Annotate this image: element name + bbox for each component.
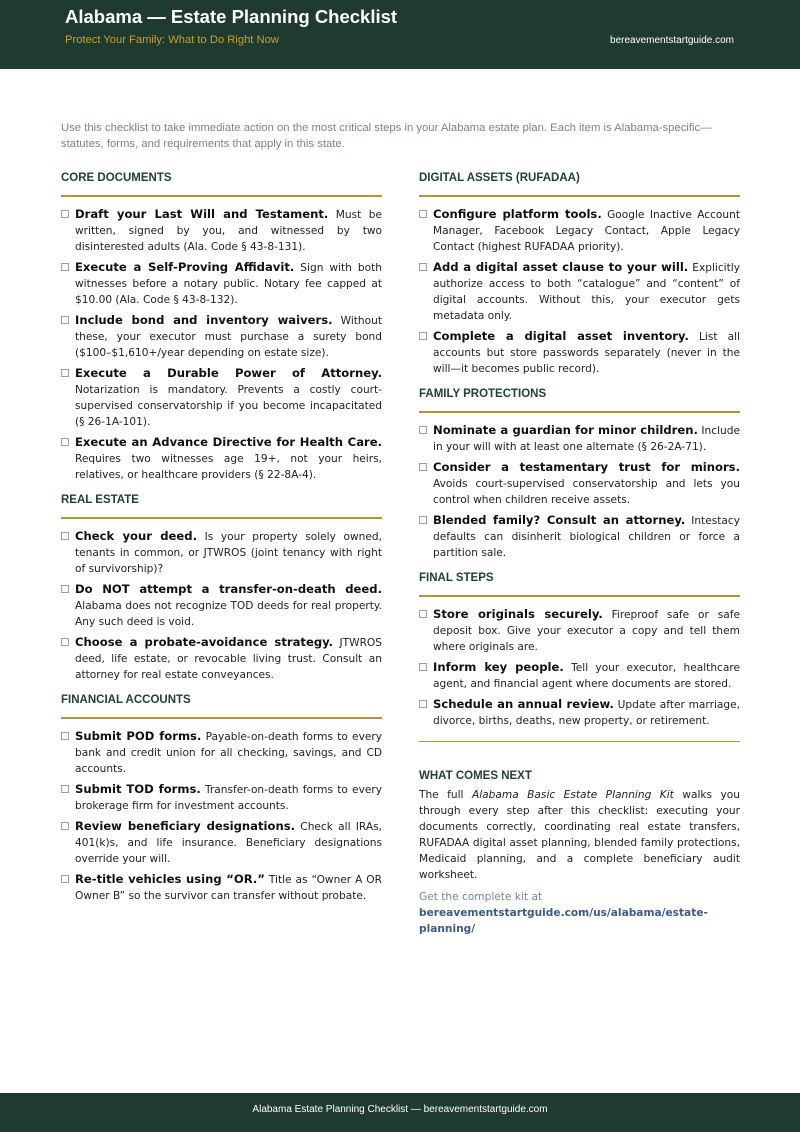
- checklist-item: [61, 634, 382, 683]
- section-divider: [419, 741, 740, 742]
- checkbox[interactable]: [61, 785, 69, 793]
- checkbox[interactable]: [419, 700, 427, 708]
- section-title-financial-accounts: FINANCIAL ACCOUNTS: [61, 692, 382, 719]
- section-title-core-documents: CORE DOCUMENTS: [61, 170, 382, 197]
- checklist-item: [419, 259, 740, 324]
- item-lead: Choose a probate-avoidance strategy.: [75, 635, 334, 649]
- checkbox[interactable]: [419, 463, 427, 471]
- checklist-item: [61, 434, 382, 483]
- item-lead: Inform key people.: [433, 660, 564, 674]
- checkbox[interactable]: [419, 263, 427, 271]
- checklist-real-estate: [61, 528, 382, 683]
- checklist-item: [61, 581, 382, 630]
- checkbox[interactable]: [61, 210, 69, 218]
- section-title-real-estate: REAL ESTATE: [61, 492, 382, 519]
- item-lead: Nominate a guardian for minor children.: [433, 423, 698, 437]
- item-lead: Execute an Advance Directive for Health Care.: [75, 435, 382, 449]
- item-lead: Submit TOD forms.: [75, 782, 201, 796]
- checklist-core-documents: [61, 206, 382, 483]
- item-desc: Alabama does not recognize TOD deeds for real property. Any such deed is void.: [75, 600, 382, 628]
- item-desc: Without these, your executor must purchase a surety bond ($100–$1,610+/year depending on estate size).: [75, 315, 382, 359]
- checklist-item: [419, 606, 740, 655]
- page-subtitle: Protect Your Family: What to Do Right Now: [65, 34, 279, 46]
- checkbox[interactable]: [61, 316, 69, 324]
- checklist-item: [419, 328, 740, 377]
- section-title-final-steps: FINAL STEPS: [419, 570, 740, 597]
- item-lead: Include bond and inventory waivers.: [75, 313, 333, 327]
- item-desc: JTWROS deed, life estate, or revocable living trust. Consult an attorney for real estate conveyances.: [75, 637, 382, 681]
- item-desc: Title as “Owner A OR Owner B” so the survivor can transfer without probate.: [75, 874, 382, 902]
- item-desc: Intestacy defaults can disinherit biological children or force a partition sale.: [433, 515, 740, 559]
- left-column: [61, 170, 382, 913]
- checklist-family-protections: [419, 422, 740, 561]
- item-lead: Consider a testamentary trust for minors.: [433, 460, 740, 474]
- what-comes-next-body: [419, 787, 740, 883]
- item-lead: Add a digital asset clause to your will.: [433, 260, 689, 274]
- checkbox[interactable]: [61, 732, 69, 740]
- checklist-item: [61, 528, 382, 577]
- checkbox[interactable]: [61, 369, 69, 377]
- item-desc: Update after marriage, divorce, births, deaths, new property, or retirement.: [433, 699, 740, 727]
- item-lead: Execute a Self-Proving Affidavit.: [75, 260, 295, 274]
- kit-intro: Get the complete kit at: [419, 891, 543, 903]
- kit-link[interactable]: bereavementstartguide.com/us/alabama/estate-planning/: [419, 907, 708, 935]
- item-desc: List all accounts but store passwords separately (never in the will—it becomes public record).: [433, 331, 740, 375]
- checklist-item: [419, 459, 740, 508]
- item-desc: Check all IRAs, 401(k)s, and life insurance. Beneficiary designations override your will.: [75, 821, 382, 865]
- checkbox[interactable]: [419, 332, 427, 340]
- section-title-family-protections: FAMILY PROTECTIONS: [419, 386, 740, 413]
- checkbox[interactable]: [61, 438, 69, 446]
- item-desc: Payable-on-death forms to every bank and credit union for all checking, savings, and CD accounts.: [75, 731, 382, 775]
- item-lead: Complete a digital asset inventory.: [433, 329, 689, 343]
- checklist-item: [61, 312, 382, 361]
- item-desc: Google Inactive Account Manager, Facebook Legacy Contact, Apple Legacy Contact (highest RUFADAA priority).: [433, 209, 740, 253]
- checklist-item: [61, 365, 382, 430]
- item-lead: Check your deed.: [75, 529, 197, 543]
- checklist-financial-accounts: [61, 728, 382, 904]
- checklist-item: [419, 206, 740, 255]
- page-header: [0, 0, 800, 69]
- item-desc: Fireproof safe or safe deposit box. Give your executor a copy and tell them where originals are.: [433, 609, 741, 653]
- item-lead: Execute a Durable Power of Attorney.: [75, 366, 382, 380]
- section-title-digital-assets: DIGITAL ASSETS (RUFADAA): [419, 170, 740, 197]
- next-body-text: walks you through every step after this checklist: executing your documents correctly, coordinating real estate transfers, RUFADAA digital asset planning, blended family protections, Medicaid planning, and a complete beneficiary audit worksheet.: [419, 789, 740, 881]
- item-desc: Must be written, signed by you, and witnessed by two disinterested adults (Ala. Code § 43-8-131).: [75, 209, 382, 253]
- item-desc: Transfer-on-death forms to every brokerage firm for investment accounts.: [75, 784, 382, 812]
- page-footer: [0, 1093, 800, 1132]
- item-desc: Is your property solely owned, tenants in common, or JTWROS (joint tenancy with right of survivorship)?: [75, 531, 382, 575]
- item-desc: Notarization is mandatory. Prevents a costly court-supervised conservatorship if you become incapacitated (§ 26-1A-101).: [75, 384, 382, 428]
- checklist-item: [419, 422, 740, 455]
- what-comes-next-title: WHAT COMES NEXT: [419, 770, 532, 782]
- checkbox[interactable]: [419, 516, 427, 524]
- checklist-item: [61, 259, 382, 308]
- page-title: Alabama — Estate Planning Checklist: [65, 6, 398, 27]
- checkbox[interactable]: [61, 532, 69, 540]
- item-desc: Explicitly authorize access to both “catalogue” and “content” of digital accounts. Without this, your executor gets metadata only.: [433, 262, 740, 322]
- item-lead: Submit POD forms.: [75, 729, 202, 743]
- item-lead: Store originals securely.: [433, 607, 603, 621]
- checkbox[interactable]: [419, 663, 427, 671]
- item-lead: Do NOT attempt a transfer-on-death deed.: [75, 582, 382, 596]
- item-desc: Tell your executor, healthcare agent, and financial agent where documents are stored.: [433, 662, 741, 690]
- checklist-item: [61, 871, 382, 904]
- item-desc: Avoids court-supervised conservatorship and lets you control when children receive assets.: [433, 478, 740, 506]
- checklist-item: [61, 781, 382, 814]
- right-column: [419, 170, 740, 937]
- item-lead: Re-title vehicles using “OR.”: [75, 872, 265, 886]
- header-site-link[interactable]: bereavementstartguide.com: [610, 35, 734, 46]
- checkbox[interactable]: [61, 585, 69, 593]
- next-body-text: The full: [419, 789, 472, 801]
- checklist-item: [419, 696, 740, 729]
- item-lead: Review beneficiary designations.: [75, 819, 296, 833]
- item-lead: Blended family? Consult an attorney.: [433, 513, 686, 527]
- checklist-item: [419, 512, 740, 561]
- item-desc: Include in your will with at least one alternate (§ 26-2A-71).: [433, 425, 740, 453]
- kit-name: Alabama Basic Estate Planning Kit: [471, 789, 674, 801]
- checkbox[interactable]: [61, 638, 69, 646]
- checkbox[interactable]: [419, 210, 427, 218]
- checkbox[interactable]: [419, 610, 427, 618]
- item-desc: Requires two witnesses age 19+, not your heirs, relatives, or healthcare providers (§ 22-8A-4).: [75, 453, 382, 481]
- checklist-digital-assets: [419, 206, 740, 377]
- checklist-final-steps: [419, 606, 740, 729]
- checkbox[interactable]: [61, 822, 69, 830]
- checklist-item: [61, 818, 382, 867]
- checkbox[interactable]: [61, 263, 69, 271]
- checkbox[interactable]: [419, 426, 427, 434]
- item-desc: Sign with both witnesses before a notary public. Notary fee capped at $10.00 (Ala. Code § 43-8-132).: [75, 262, 382, 306]
- checklist-item: [419, 659, 740, 692]
- checkbox[interactable]: [61, 875, 69, 883]
- checklist-item: [61, 728, 382, 777]
- item-lead: Draft your Last Will and Testament.: [75, 207, 329, 221]
- footer-text: Alabama Estate Planning Checklist — bereavementstartguide.com: [252, 1104, 548, 1115]
- item-lead: Configure platform tools.: [433, 207, 602, 221]
- intro-text: Use this checklist to take immediate action on the most critical steps in your Alabama estate plan. Each item is Alabama-specific—statutes, forms, and requirements that apply in this state.: [61, 122, 712, 150]
- item-lead: Schedule an annual review.: [433, 697, 614, 711]
- checklist-item: [61, 206, 382, 255]
